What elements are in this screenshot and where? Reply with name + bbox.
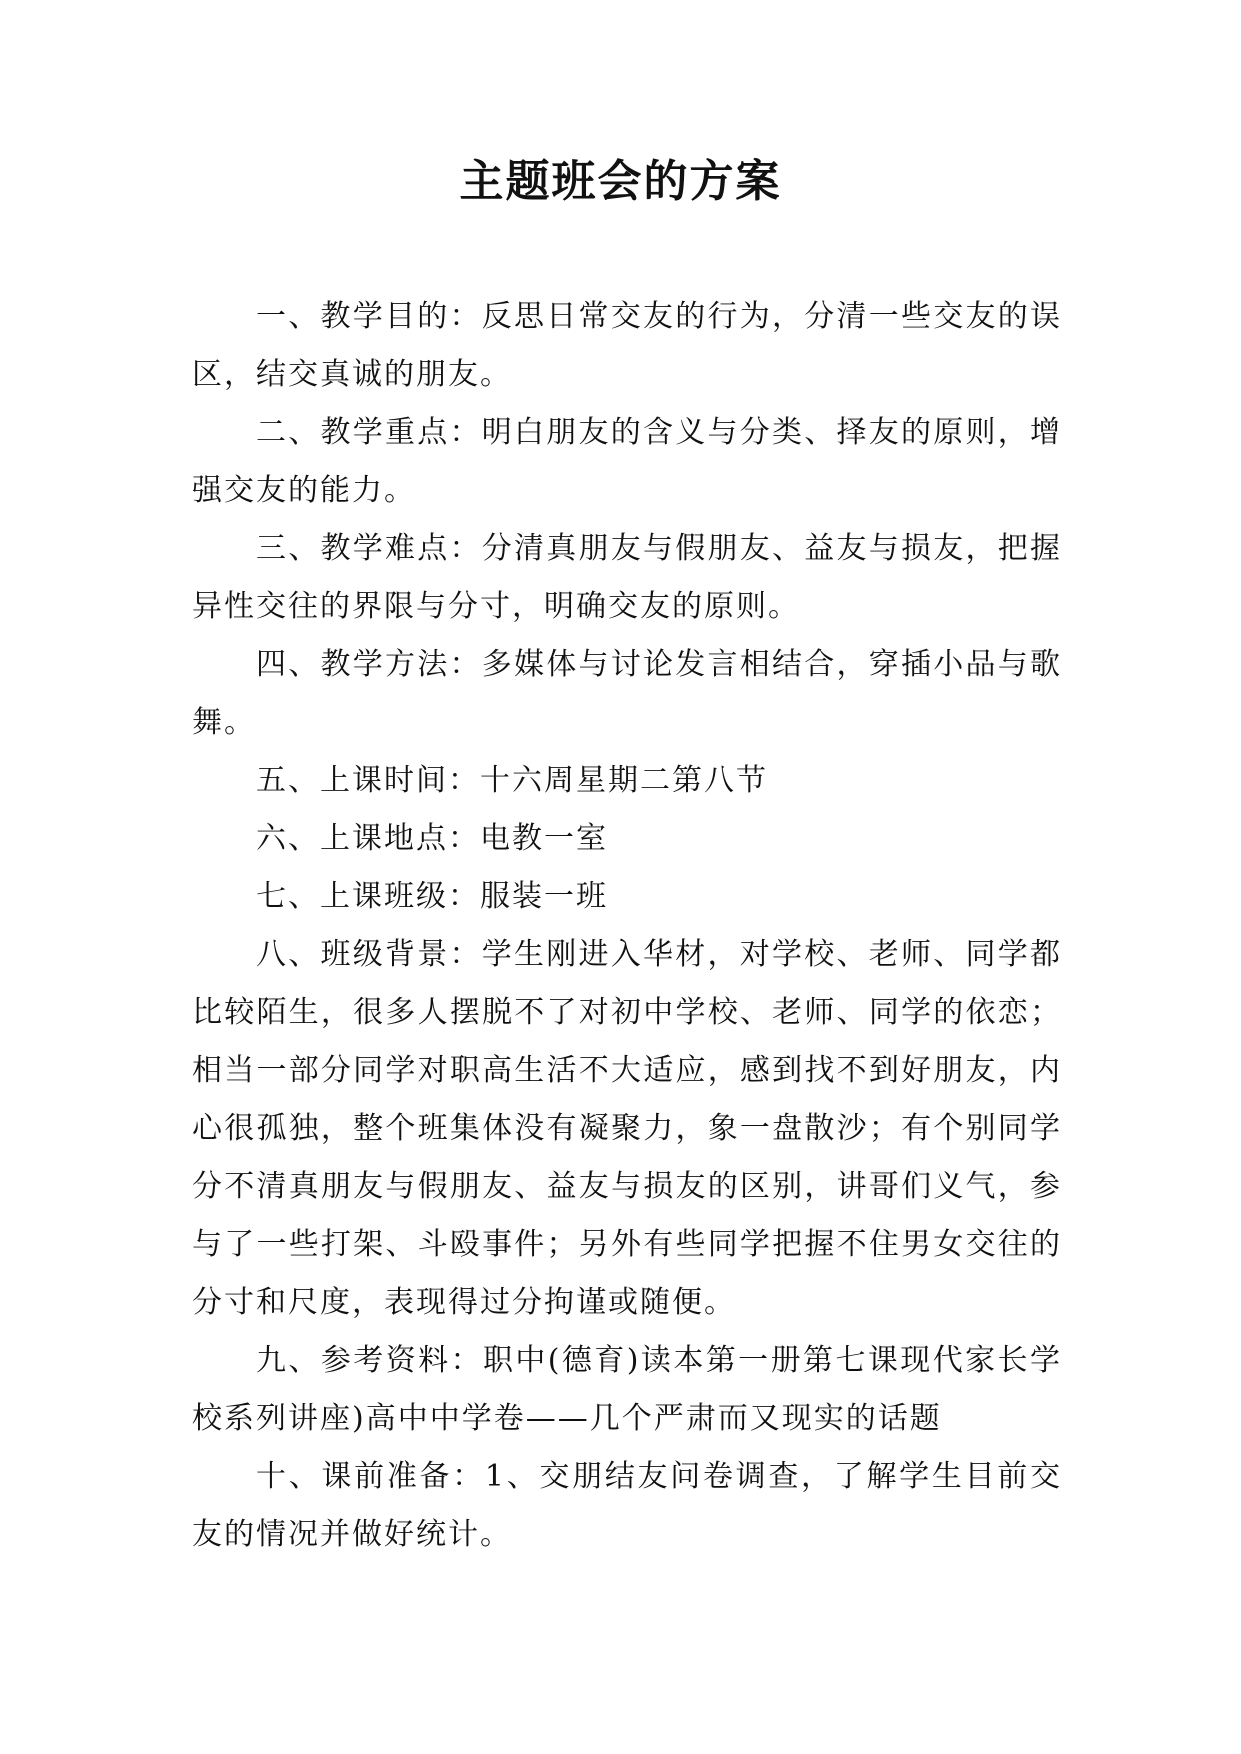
paragraph-teaching-goal: 一、教学目的：反思日常交友的行为，分清一些交友的误区，结交真诚的朋友。 (192, 299, 1062, 392)
paragraph-class-background: 八、班级背景：学生刚进入华材，对学校、老师、同学都比较陌生，很多人摆脱不了对初中学校、老师、同学的依恋；相当一部分同学对职高生活不大适应，感到找不到好朋友，内心很孤独，整个班集体没有凝聚力，象一盘散沙；有个别同学分不清真朋友与假朋友、益友与损友的区别，讲哥们义气，参与了一些打架、斗殴事件；另外有些同学把握不住男女交往的分寸和尺度，表现得过分拘谨或随便。 (192, 937, 1062, 1320)
paragraph-class-time: 五、上课时间：十六周星期二第八节 (256, 763, 768, 798)
paragraph-teaching-difficulty: 三、教学难点：分清真朋友与假朋友、益友与损友，把握异性交往的界限与分寸，明确交友的原则。 (192, 531, 1062, 624)
paragraph-teaching-method: 四、教学方法：多媒体与讨论发言相结合，穿插小品与歌舞。 (192, 647, 1062, 740)
paragraph-class-location: 六、上课地点：电教一室 (256, 821, 608, 856)
document-body (192, 288, 1062, 1564)
document-title: 主题班会的方案 (459, 156, 782, 207)
paragraph-references: 九、参考资料：职中(德育)读本第一册第七课现代家长学校系列讲座)高中中学卷——几个严肃而又现实的话题 (192, 1343, 1062, 1436)
paragraph-preparation: 十、课前准备：1、交朋结友问卷调查，了解学生目前交友的情况并做好统计。 (192, 1459, 1062, 1552)
paragraph-teaching-focus: 二、教学重点：明白朋友的含义与分类、择友的原则，增强交友的能力。 (192, 415, 1062, 508)
paragraph-class-group: 七、上课班级：服装一班 (256, 879, 608, 914)
